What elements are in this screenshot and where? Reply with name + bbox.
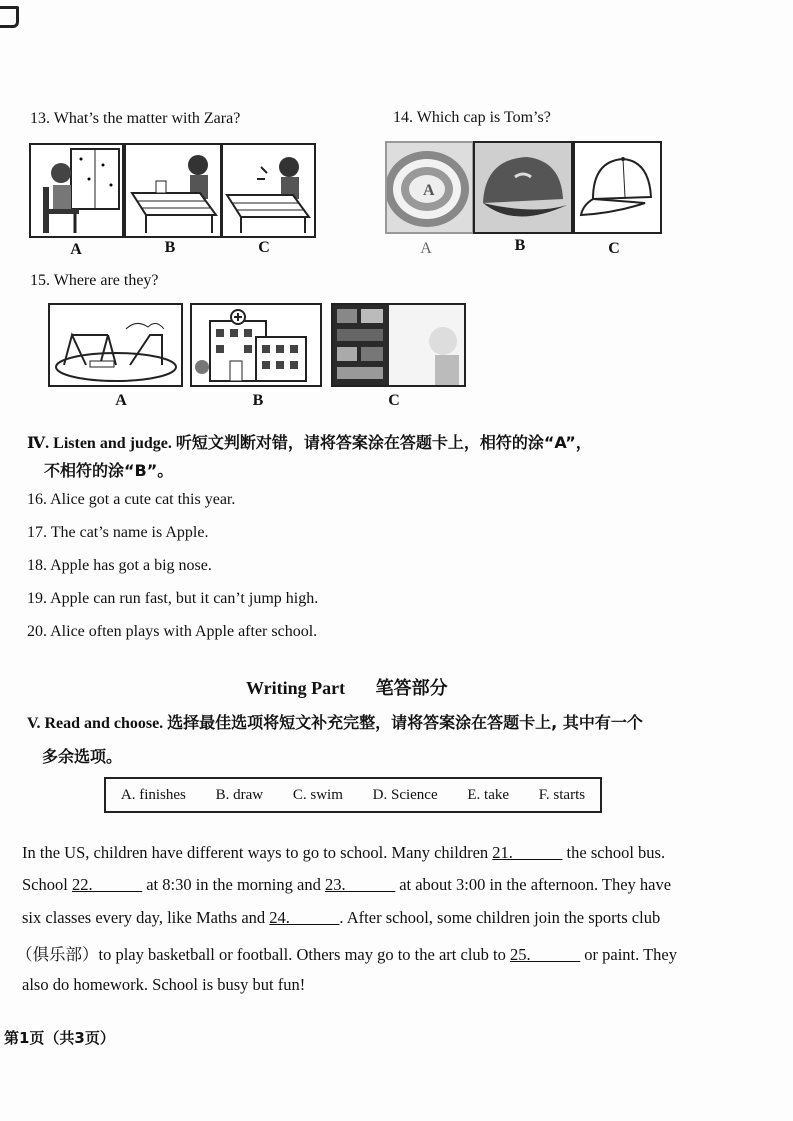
section-5-heading-cn: 选择最佳选项将短文补充完整，请将答案涂在答题卡上, 其中有一个: [167, 713, 643, 732]
blank-25[interactable]: 25.______: [510, 945, 581, 964]
blank-21[interactable]: 21.______: [492, 843, 563, 862]
section-4-heading: [27, 430, 592, 453]
word-bank-item: E. take: [467, 786, 510, 803]
striped-cap-photo: [387, 143, 472, 232]
statement-16: 16. Alice got a cute cat this year.: [27, 491, 236, 508]
section-4-heading-cn-cont: 不相符的涂“B”。: [44, 461, 174, 480]
q14-picture-a: [385, 141, 474, 234]
q15-picture-b: [190, 303, 322, 387]
q13-picture-b: [124, 143, 222, 238]
word-bank-item: A. finishes: [120, 786, 186, 803]
page-footer: 第1页（共3页）: [4, 1029, 115, 1047]
section-5-heading-en: V. Read and choose.: [27, 715, 164, 732]
passage-line-4: （俱乐部）to play basketball or football. Others may go to the art club to 25.______ or paint. They: [16, 945, 677, 964]
girl-at-table-illustration: [126, 145, 220, 236]
shop-shelves-photo: [333, 305, 464, 385]
statement-17: 17. The cat’s name is Apple.: [27, 524, 209, 541]
statement-20: 20. Alice often plays with Apple after school.: [27, 623, 318, 640]
q13-picture-a: [29, 143, 124, 238]
passage-line-3: six classes every day, like Maths and 24.______. After school, some children join the sports club: [22, 908, 661, 927]
section-5-heading-cn-cont: 多余选项。: [42, 747, 123, 766]
q13-option-b[interactable]: B: [164, 239, 176, 256]
hospital-building-illustration: [192, 305, 320, 385]
baseball-cap-photo: [475, 143, 571, 232]
passage-line-2: School 22.______ at 8:30 in the morning and 23.______ at about 3:00 in the afternoon. They have: [22, 875, 672, 894]
q15-option-c[interactable]: C: [388, 392, 400, 409]
word-bank-item: B. draw: [215, 786, 264, 803]
word-bank-item: D. Science: [372, 786, 438, 803]
statement-19: 19. Apple can run fast, but it can’t jump high.: [27, 590, 319, 607]
q14-option-b[interactable]: B: [514, 237, 526, 254]
q15-picture-a: [48, 303, 183, 387]
q15-picture-c: [331, 303, 466, 387]
q14-picture-b: [473, 141, 573, 234]
girl-coughing-illustration: [223, 145, 314, 236]
playground-illustration: [50, 305, 181, 385]
cap-outline-drawing: [575, 143, 660, 232]
blank-24[interactable]: 24.______: [269, 908, 340, 927]
blank-23[interactable]: 23.______: [324, 875, 396, 894]
girl-at-window-illustration: [31, 145, 122, 236]
page-corner-mark: [0, 6, 19, 28]
writing-part-title-cn: 笔答部分: [375, 678, 448, 699]
word-bank: [104, 777, 602, 813]
q13-picture-c: [221, 143, 316, 238]
writing-part-title-en: Writing Part: [246, 678, 346, 698]
word-bank-item: C. swim: [292, 786, 343, 803]
question-14: 14. Which cap is Tom’s?: [393, 109, 551, 126]
section-4-heading-en: Ⅳ. Listen and judge.: [27, 435, 172, 452]
statement-18: 18. Apple has got a big nose.: [27, 557, 212, 574]
question-13: 13. What’s the matter with Zara?: [30, 110, 241, 127]
svg-text:A: A: [423, 182, 435, 199]
q14-option-a[interactable]: A: [420, 240, 432, 257]
q15-option-a[interactable]: A: [115, 392, 127, 409]
blank-22[interactable]: 22.______: [71, 875, 143, 894]
q13-option-c[interactable]: C: [258, 239, 270, 256]
writing-part-title: [246, 674, 448, 700]
q14-picture-c: [573, 141, 662, 234]
q15-option-b[interactable]: B: [252, 392, 264, 409]
question-15: 15. Where are they?: [30, 272, 159, 289]
section-5-heading: [27, 710, 643, 733]
q14-option-c[interactable]: C: [608, 240, 620, 257]
q13-option-a[interactable]: A: [70, 241, 82, 258]
section-4-heading-cn: 听短文判断对错，请将答案涂在答题卡上，相符的涂“A”，: [175, 433, 592, 452]
passage-line-1: In the US, children have different ways to go to school. Many children 21.______ the school bus.: [22, 843, 666, 862]
word-bank-item: F. starts: [538, 786, 586, 803]
passage-line-5: also do homework. School is busy but fun!: [22, 975, 306, 994]
